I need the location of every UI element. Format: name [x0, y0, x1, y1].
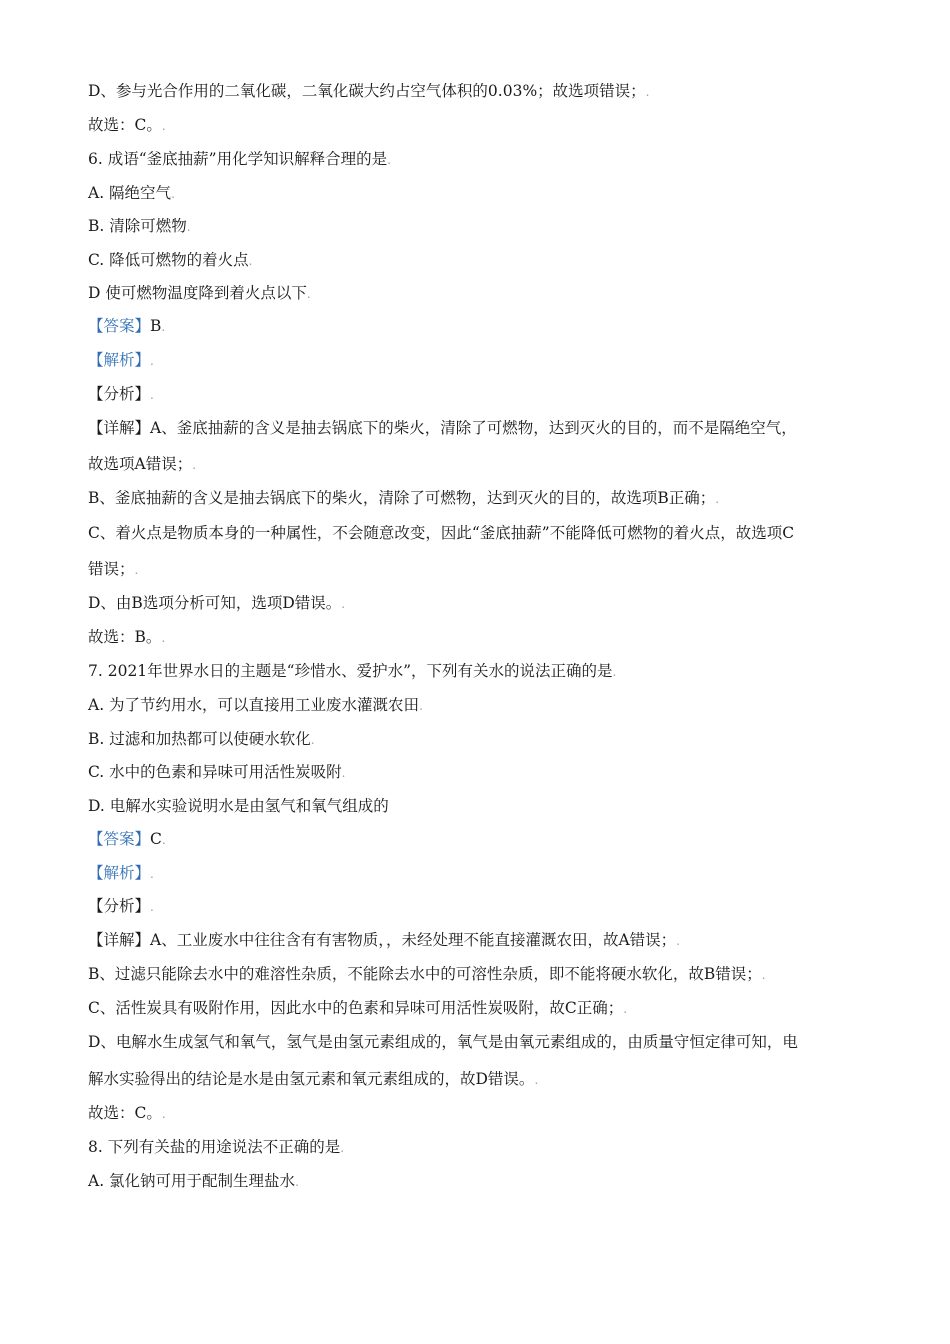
breakdown-label: 【分析】. [88, 897, 154, 915]
option-a: A. 氯化钠可用于配制生理盐水. [88, 1172, 299, 1190]
text-line: 故选：C。. [88, 116, 166, 134]
option-a: A. 为了节约用水，可以直接用工业废水灌溉农田. [88, 696, 423, 714]
detail-line: 解水实验得出的结论是水是由氢元素和氧元素组成的，故D错误。. [88, 1070, 539, 1088]
question-7-title: 7. 2021年世界水日的主题是“珍惜水、爱护水”，下列有关水的说法正确的是. [88, 662, 617, 680]
conclusion-line: 故选：C。. [88, 1104, 166, 1122]
answer-label: 【答案】B. [88, 317, 166, 335]
question-6-title: 6. 成语“釜底抽薪”用化学知识解释合理的是. [88, 150, 391, 168]
detail-line: B、过滤只能除去水中的难溶性杂质，不能除去水中的可溶性杂质，即不能将硬水软化，故B错误；. [88, 965, 766, 983]
text-line: D、参与光合作用的二氧化碳，二氧化碳大约占空气体积的0.03%；故选项错误；. [88, 82, 650, 100]
analysis-label: 【解析】. [88, 864, 154, 882]
detail-line: D、由B选项分析可知，选项D错误。. [88, 594, 346, 612]
detail-line: D、电解水生成氢气和氧气，氢气是由氢元素组成的，氧气是由氧元素组成的，由质量守恒定律可知，电 [88, 1033, 798, 1051]
detail-line: 故选项A错误；. [88, 455, 197, 473]
question-8-title: 8. 下列有关盐的用途说法不正确的是. [88, 1138, 345, 1156]
option-c: C. 水中的色素和异味可用活性炭吸附. [88, 763, 346, 781]
answer-label: 【答案】C. [88, 830, 166, 848]
detail-line: 【详解】A、工业废水中往往含有有害物质，，未经处理不能直接灌溉农田，故A错误；. [88, 931, 680, 949]
option-d: D 使可燃物温度降到着火点以下. [88, 284, 311, 302]
detail-line: 【详解】A、釜底抽薪的含义是抽去锅底下的柴火，清除了可燃物，达到灭火的目的，而不是隔绝空气， [88, 419, 797, 437]
option-b: B. 过滤和加热都可以使硬水软化. [88, 730, 315, 748]
detail-line: B、釜底抽薪的含义是抽去锅底下的柴火，清除了可燃物，达到灭火的目的，故选项B正确；. [88, 489, 720, 507]
option-b: B. 清除可燃物. [88, 217, 191, 235]
option-a: A. 隔绝空气. [88, 184, 175, 202]
detail-line: C、着火点是物质本身的一种属性，不会随意改变，因此“釜底抽薪”不能降低可燃物的着火点，故选项C [88, 524, 795, 542]
option-d: D. 电解水实验说明水是由氢气和氧气组成的 [88, 797, 389, 815]
detail-line: 错误；. [88, 560, 139, 578]
breakdown-label: 【分析】. [88, 385, 154, 403]
analysis-label: 【解析】. [88, 351, 154, 369]
conclusion-line: 故选：B。. [88, 628, 166, 646]
option-c: C. 降低可燃物的着火点. [88, 251, 253, 269]
detail-line: C、活性炭具有吸附作用，因此水中的色素和异味可用活性炭吸附，故C正确；. [88, 999, 628, 1017]
